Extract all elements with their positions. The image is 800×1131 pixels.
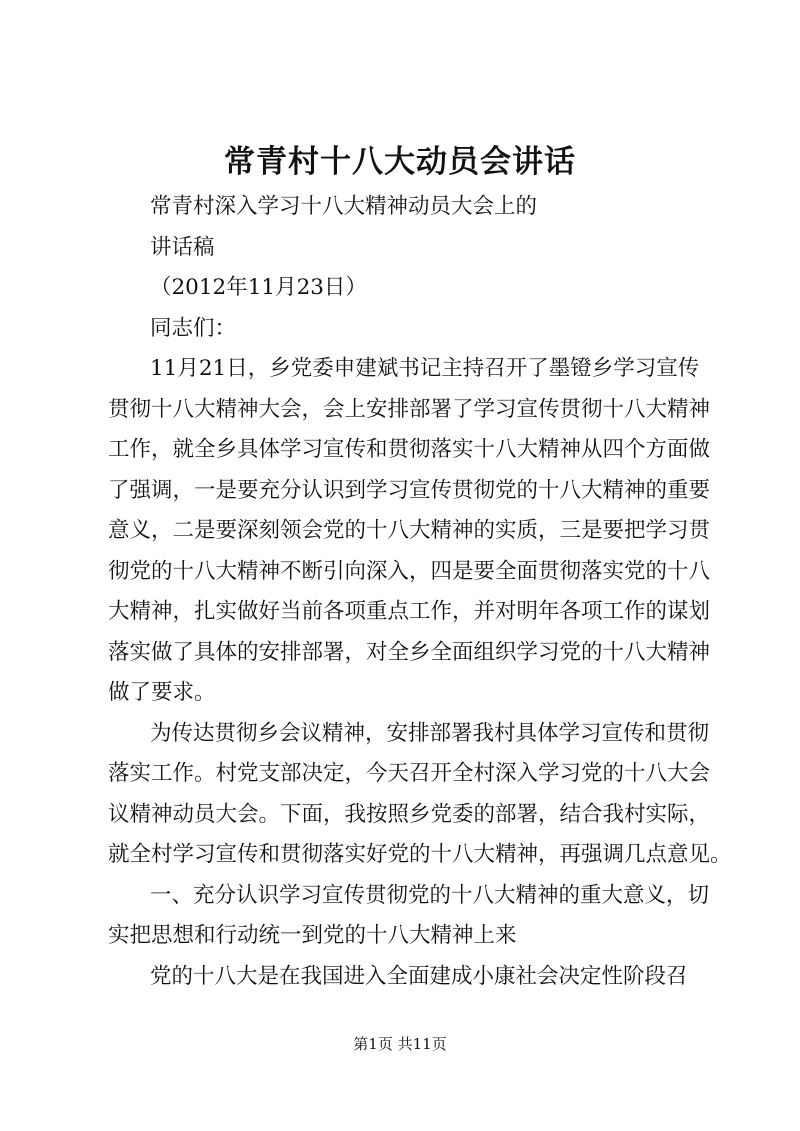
date-line: （2012年11月23日） (150, 275, 367, 300)
paragraph-line: 议精神动员大会。下面，我按照乡党委的部署，结合我村实际， (108, 802, 711, 827)
paragraph-line: 落实做了具体的安排部署，对全乡全面组织学习党的十八大精神 (108, 640, 711, 665)
document-title: 常青村十八大动员会讲话 (224, 144, 576, 180)
paragraph-line: 为传达贯彻乡会议精神，安排部署我村具体学习宣传和贯彻 (150, 721, 710, 746)
paragraph-line: 就全村学习宣传和贯彻落实好党的十八大精神，再强调几点意见。 (108, 842, 732, 867)
section-heading-line: 实把思想和行动统一到党的十八大精神上来 (108, 923, 517, 948)
subtitle-line: 讲话稿 (150, 235, 215, 260)
paragraph-line: 落实工作。村党支部决定，今天召开全村深入学习党的十八大会 (108, 761, 711, 786)
paragraph-line: 了强调，一是要充分认识到学习宣传贯彻党的十八大精神的重要 (108, 478, 711, 503)
section-heading-line: 一、充分认识学习宣传贯彻党的十八大精神的重大意义，切 (150, 883, 710, 908)
page-footer: 第1页 共11页 (353, 1035, 447, 1053)
paragraph-line: 11月21日，乡党委申建斌书记主持召开了墨镫乡学习宣传 (150, 356, 700, 381)
subtitle-line: 常青村深入学习十八大精神动员大会上的 (150, 194, 538, 219)
paragraph-line: 贯彻十八大精神大会，会上安排部署了学习宣传贯彻十八大精神 (108, 397, 711, 422)
paragraph-line: 彻党的十八大精神不断引向深入，四是要全面贯彻落实党的十八 (108, 559, 711, 584)
paragraph-line: 意义，二是要深刻领会党的十八大精神的实质，三是要把学习贯 (108, 518, 711, 543)
paragraph-line: 做了要求。 (108, 680, 216, 705)
paragraph-line: 工作，就全乡具体学习宣传和贯彻落实十八大精神从四个方面做 (108, 437, 711, 462)
paragraph-line: 党的十八大是在我国进入全面建成小康社会决定性阶段召 (150, 964, 688, 989)
paragraph-line: 大精神，扎实做好当前各项重点工作，并对明年各项工作的谋划 (108, 599, 711, 624)
salutation: 同志们： (150, 316, 237, 341)
